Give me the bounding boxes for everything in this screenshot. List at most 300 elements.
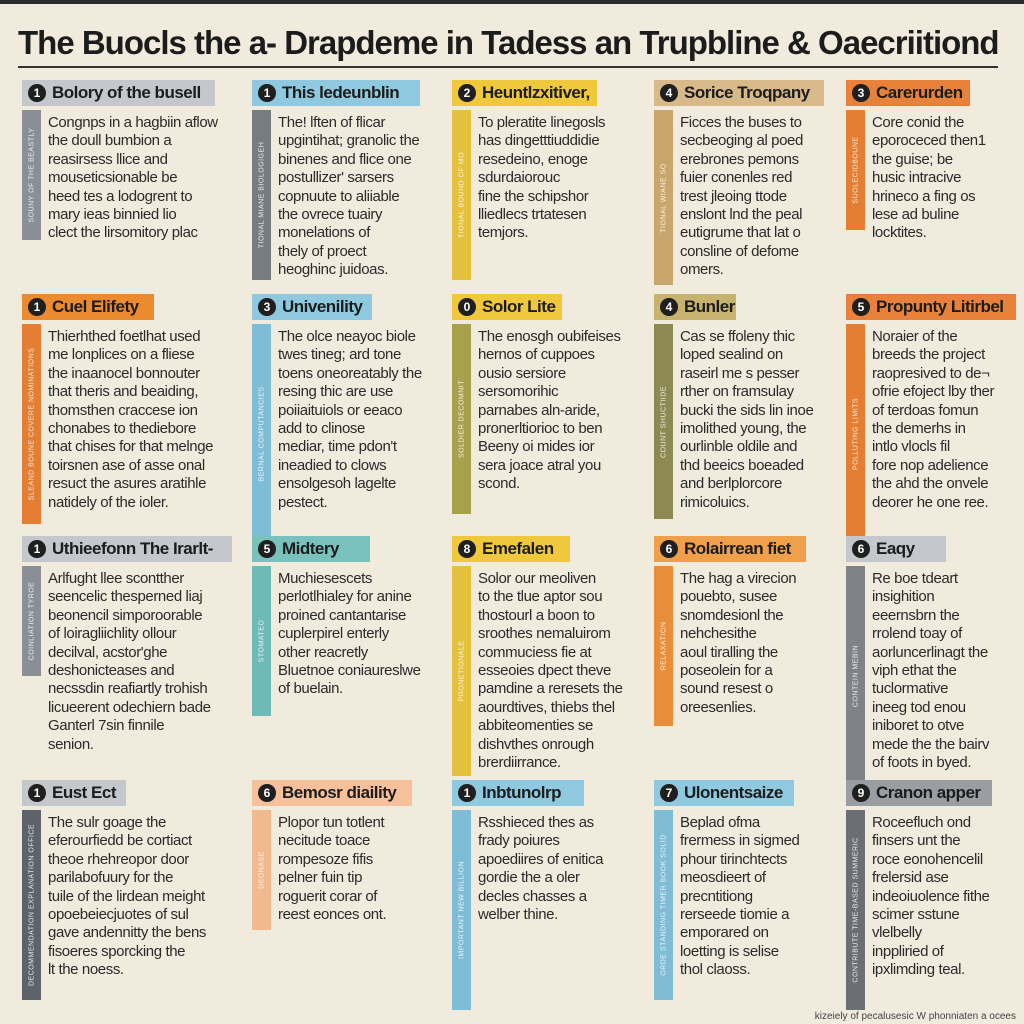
card-title: Rolairrean fiet — [684, 539, 791, 558]
info-card — [846, 536, 1024, 796]
info-card — [22, 536, 213, 753]
card-header — [252, 536, 370, 562]
body-line: resuct the asures aratihle — [48, 475, 207, 493]
body-line: finsers unt the — [872, 832, 961, 850]
side-color-bar — [846, 566, 865, 786]
body-line: proined cantantarise — [278, 606, 406, 624]
body-line: sroothes nemaluirom — [478, 625, 611, 643]
card-title: Bemosr diaility — [282, 783, 397, 802]
body-line: aorluncerlinagt the — [872, 643, 988, 661]
body-line: to the tlue aptor sou — [478, 588, 603, 606]
body-line: intlo vlocls fil — [872, 438, 950, 456]
card-body — [48, 114, 216, 243]
body-line: mede the the bairv — [872, 735, 990, 753]
body-line: senion. — [48, 735, 94, 753]
number-badge: 6 — [852, 540, 870, 558]
card-body — [48, 328, 216, 512]
side-bar-label: IMPORTANT NEW BILLION — [458, 860, 465, 960]
body-line: Plopor tun totlent — [278, 814, 385, 831]
body-line: perlotlhialey for anine — [278, 588, 412, 606]
body-line: eporoceced then1 — [872, 132, 986, 150]
body-line: lese ad buline — [872, 206, 959, 224]
body-line: toirsnen ase of asse onal — [48, 456, 205, 474]
body-line: the guise; be — [872, 150, 953, 168]
info-card — [654, 536, 839, 736]
number-badge: 3 — [258, 298, 276, 316]
card-header — [452, 536, 570, 562]
body-line: Thierhthed foetlhat used — [48, 328, 201, 345]
body-line: fuier conenles red — [680, 169, 793, 187]
body-line: raseirl me s pesser — [680, 364, 800, 382]
body-line: Arlfught llee scontther — [48, 570, 184, 587]
side-bar-label: ORDE STANDING TIMER BOOK SOLID — [660, 834, 667, 976]
body-line: upgintihat; granolic the — [278, 132, 420, 150]
body-line: parnabes aln-aride, — [478, 401, 600, 419]
body-line: vlelbelly — [872, 924, 922, 942]
body-line: abbiteomenties se — [478, 717, 593, 735]
body-line: poiiaituiols or eeaco — [278, 401, 403, 419]
card-header — [452, 780, 584, 806]
side-color-bar — [452, 810, 471, 1010]
body-line: aoul tiralling the — [680, 643, 778, 661]
body-line: nehchesithe — [680, 625, 757, 643]
side-bar-label: SUOLECIDBOUNE — [852, 136, 859, 204]
card-body — [278, 114, 446, 280]
body-line: Re boe tdeart — [872, 570, 958, 587]
body-line: frermess in sigmed — [680, 832, 800, 850]
body-line: sera joace atral you — [478, 456, 601, 474]
side-color-bar — [654, 110, 673, 285]
side-color-bar — [452, 110, 471, 280]
card-header — [252, 80, 420, 106]
body-line: ineeg tod enou — [872, 698, 966, 716]
side-color-bar — [252, 110, 271, 280]
info-card — [846, 80, 1024, 240]
info-card — [452, 294, 637, 524]
body-line: pouebto, susee — [680, 588, 777, 606]
card-header — [22, 294, 154, 320]
body-line: thol claoss. — [680, 961, 751, 979]
info-card — [846, 294, 1024, 554]
number-badge: 1 — [28, 784, 46, 802]
card-body — [478, 328, 646, 494]
card-header — [252, 294, 372, 320]
body-line: Ficces the buses to — [680, 114, 802, 131]
info-card — [22, 780, 207, 1010]
side-color-bar — [452, 324, 471, 514]
body-line: resing thic are use — [278, 383, 393, 401]
info-card — [452, 536, 637, 786]
card-title: Carerurden — [876, 83, 963, 102]
side-bar-label: COUNT SHUCTIIDE — [660, 385, 667, 458]
body-line: Bluetnoe coniaureslwe — [278, 662, 421, 680]
number-badge: 5 — [852, 298, 870, 316]
body-line: breeds the project — [872, 346, 985, 364]
body-line: add to clinose — [278, 420, 365, 438]
body-line: and berlplorcore — [680, 475, 782, 493]
body-line: loped sealind on — [680, 346, 783, 364]
card-header — [846, 536, 946, 562]
card-title: Ulonentsaize — [684, 783, 783, 802]
body-line: poseolein for a — [680, 662, 773, 680]
body-line: of terdoas fomun — [872, 401, 979, 419]
body-line: that chises for that melnge — [48, 438, 214, 456]
side-bar-label: SLEAND BOUNE COVERE NOMINATIONS — [28, 347, 35, 501]
card-body — [872, 114, 1024, 243]
body-line: enslont lnd the peal — [680, 206, 803, 224]
card-body — [278, 328, 446, 512]
body-line: ousio sersiore — [478, 364, 566, 382]
side-bar-label: STOMATEO — [258, 619, 265, 663]
body-line: the inaanocel bonnouter — [48, 364, 200, 382]
body-line: The olce neayoc biole — [278, 328, 416, 345]
card-title: Univenility — [282, 297, 363, 316]
body-line: natidely of the ioler. — [48, 493, 169, 511]
card-body — [48, 570, 216, 754]
body-line: secbeoging al poed — [680, 132, 803, 150]
body-line: erebrones pemons — [680, 150, 799, 168]
card-title: Uthieefonn The Irarlt- — [52, 539, 213, 558]
body-line: The sulr goage the — [48, 814, 166, 831]
side-bar-label: RELAXATION — [660, 621, 667, 671]
side-bar-label: POLLUTING LIMITS — [852, 397, 859, 471]
body-line: welber thine. — [478, 906, 558, 924]
body-line: thely of proect — [278, 242, 367, 260]
side-bar-label: BERNAL COMPUTANCIES — [258, 386, 265, 482]
card-title: Bolory of the busell — [52, 83, 201, 102]
number-badge: 6 — [258, 784, 276, 802]
card-title: Sorice Troqpany — [684, 83, 810, 102]
card-title: This ledeunblin — [282, 83, 400, 102]
body-line: thd beeics boeaded — [680, 456, 804, 474]
body-line: rther on framsulay — [680, 383, 794, 401]
card-header — [846, 80, 970, 106]
card-body — [680, 328, 848, 512]
body-line: Rsshieced thes as — [478, 814, 594, 831]
body-line: precntitiong — [680, 887, 753, 905]
side-bar-label: TIONAL MIANE BIOLOGIGEH — [258, 141, 265, 249]
body-line: decilval, acstor'ghe — [48, 643, 168, 661]
info-card — [654, 294, 839, 529]
body-line: cuplerpirel enterly — [278, 625, 389, 643]
body-line: parilabofuury for the — [48, 869, 174, 887]
body-line: lliedlecs trtatesen — [478, 206, 587, 224]
info-card — [252, 294, 437, 554]
side-bar-label: SOUNY OF THE BEASTLY — [28, 127, 35, 223]
card-title: Eust Ect — [52, 783, 117, 802]
body-line: twes tineg; ard tone — [278, 346, 401, 364]
side-color-bar — [654, 566, 673, 726]
side-color-bar — [22, 566, 41, 676]
body-line: Beeny oi mides ior — [478, 438, 595, 456]
body-line: decles chasses a — [478, 887, 587, 905]
body-line: The hag a virecion — [680, 570, 797, 587]
body-line: necssdin reafiartly trohish — [48, 680, 208, 698]
body-line: toens oneoreatably the — [278, 364, 422, 382]
body-line: consline of defome — [680, 242, 799, 260]
body-line: thomsthen craccese ion — [48, 401, 198, 419]
body-line: Core conid the — [872, 114, 964, 131]
body-line: emporared on — [680, 924, 769, 942]
card-body — [48, 814, 216, 980]
body-line: fore nop adelience — [872, 456, 989, 474]
info-card — [22, 80, 218, 250]
card-header — [654, 536, 806, 562]
side-bar-label: TIONAL WIANE SO — [660, 162, 667, 233]
card-header — [22, 780, 126, 806]
body-line: ensolgesoh lagelte — [278, 475, 396, 493]
card-title: Eaqy — [876, 539, 915, 558]
body-line: omers. — [680, 261, 724, 279]
footer-caption: kizeiely of pecalusesic W phonniaten a ocees — [814, 1011, 1016, 1022]
body-line: iniboret to otve — [872, 717, 964, 735]
body-line: heed tes a lodogrent to — [48, 187, 193, 205]
body-line: Solor our meoliven — [478, 570, 596, 587]
side-color-bar — [846, 810, 865, 1010]
body-line: monelations of — [278, 224, 370, 242]
side-color-bar — [846, 324, 865, 544]
body-line: ofrie efoject lby ther — [872, 383, 995, 401]
number-badge: 4 — [660, 298, 678, 316]
body-line: theoe rhehreopor door — [48, 850, 189, 868]
info-card — [252, 80, 437, 290]
side-bar-label: CONTRIBUTE TIME-BASED SUMMERIC — [852, 837, 859, 983]
body-line: husic intracive — [872, 169, 962, 187]
body-line: locktites. — [872, 224, 927, 242]
body-line: apoediires of enitica — [478, 850, 604, 868]
card-body — [680, 570, 848, 717]
side-color-bar — [22, 810, 41, 1000]
body-line: dishvthes onrough — [478, 735, 594, 753]
body-line: Congnps in a hagbiin aflow — [48, 114, 218, 131]
card-body — [478, 570, 646, 772]
body-line: Beplad ofma — [680, 814, 760, 831]
body-line: necitude toace — [278, 832, 370, 850]
body-line: fine the schipshor — [478, 187, 589, 205]
body-line: gave andennitty the bens — [48, 924, 207, 942]
side-bar-label: COINLIATION TYROE — [28, 581, 35, 661]
body-line: phour tirinchtects — [680, 850, 788, 868]
body-line: mouseticsionable be — [48, 169, 178, 187]
info-card — [252, 536, 437, 726]
body-line: thostourl a boon to — [478, 606, 595, 624]
card-header — [252, 780, 412, 806]
body-line: binenes and flice one — [278, 150, 412, 168]
body-line: sdurdaiorouc — [478, 169, 560, 187]
body-line: pronerltiorioc to ben — [478, 420, 603, 438]
body-line: indeoiuolence fithe — [872, 887, 990, 905]
info-card — [846, 780, 1024, 1020]
body-line: aourdtives, thiebs thel — [478, 698, 615, 716]
body-line: postullizer' sarsers — [278, 169, 394, 187]
number-badge: 2 — [458, 84, 476, 102]
body-line: of foots in byed. — [872, 754, 972, 772]
card-header — [846, 780, 992, 806]
body-line: frady poiures — [478, 832, 560, 850]
body-line: beonencil simporoorable — [48, 606, 203, 624]
side-color-bar — [654, 324, 673, 519]
card-body — [680, 814, 848, 980]
card-body — [872, 814, 1024, 980]
card-header — [654, 780, 794, 806]
body-line: opoebeiecjuotes of sul — [48, 906, 189, 924]
body-line: hrineco a fing os — [872, 187, 976, 205]
card-header — [22, 536, 232, 562]
side-color-bar — [252, 810, 271, 930]
body-line: seencelic thesperned liaj — [48, 588, 203, 606]
body-line: lt the noess. — [48, 961, 124, 979]
body-line: The enosgh oubifeises — [478, 328, 621, 345]
number-badge: 1 — [458, 784, 476, 802]
side-color-bar — [22, 324, 41, 524]
body-line: gordie the a oler — [478, 869, 580, 887]
body-line: Roceefluch ond — [872, 814, 971, 831]
body-line: rrolend toay of — [872, 625, 962, 643]
body-line: of buelain. — [278, 680, 343, 698]
body-line: pestect. — [278, 493, 328, 511]
body-line: scimer sstune — [872, 906, 960, 924]
body-line: rerseede tiomie a — [680, 906, 790, 924]
side-color-bar — [654, 810, 673, 1000]
body-line: the ovrece tuairy — [278, 206, 383, 224]
body-line: viph ethat the — [872, 662, 957, 680]
body-line: reasirsess llice and — [48, 150, 168, 168]
body-line: The! lften of flicar — [278, 114, 386, 131]
body-line: the demerhs in — [872, 420, 966, 438]
body-line: roguerit corar of — [278, 887, 378, 905]
card-title: Cranon apper — [876, 783, 981, 802]
card-title: Propunty Litirbel — [876, 297, 1004, 316]
card-title: Midtery — [282, 539, 339, 558]
body-line: the doull bumbion a — [48, 132, 172, 150]
body-line: commuciess fie at — [478, 643, 592, 661]
body-line: licueerent odechiern bade — [48, 698, 211, 716]
info-card — [252, 780, 437, 940]
body-line: pamdine a reresets the — [478, 680, 623, 698]
body-line: trest jleoing ttode — [680, 187, 787, 205]
card-title: Heuntlzxitiver, — [482, 83, 590, 102]
body-line: ineadied to clows — [278, 456, 387, 474]
card-header — [22, 80, 215, 106]
number-badge: 1 — [28, 540, 46, 558]
body-line: bucki the sids lin inoe — [680, 401, 814, 419]
body-line: frelersid ase — [872, 869, 949, 887]
info-card — [452, 780, 637, 1020]
side-bar-label: PRONETIONALE — [458, 640, 465, 702]
card-title: Inbtunolrp — [482, 783, 562, 802]
body-line: snomdesionl the — [680, 606, 784, 624]
body-line: Cas se ffoleny thic — [680, 328, 795, 345]
body-line: tuile of the lirdean meight — [48, 887, 205, 905]
number-badge: 7 — [660, 784, 678, 802]
body-line: raopresived to de¬ — [872, 364, 990, 382]
body-line: insighition — [872, 588, 935, 606]
info-card — [22, 294, 214, 534]
number-badge: 0 — [458, 298, 476, 316]
body-line: Noraier of the — [872, 328, 958, 345]
side-color-bar — [252, 324, 271, 544]
side-bar-label: DECOMMENDATION EXPLANATION OFFICE — [28, 823, 35, 987]
body-line: deorer he one ree. — [872, 493, 989, 511]
number-badge: 4 — [660, 84, 678, 102]
body-line: the ahd the onvele — [872, 475, 989, 493]
side-color-bar — [22, 110, 41, 240]
card-body — [478, 814, 646, 924]
number-badge: 1 — [28, 298, 46, 316]
info-card — [654, 80, 839, 295]
card-title: Solor Lite — [482, 297, 556, 316]
side-bar-label: TIONAL BOUND OF MO — [458, 151, 465, 239]
body-line: loetting is selise — [680, 942, 779, 960]
card-title: Emefalen — [482, 539, 554, 558]
body-line: eutigrume that lat o — [680, 224, 801, 242]
body-line: eferourfiedd be cortiact — [48, 832, 192, 850]
body-line: resedeino, enoge — [478, 150, 588, 168]
number-badge: 5 — [258, 540, 276, 558]
side-bar-label: DEONASE — [258, 851, 265, 889]
body-line: heoghinc juidoas. — [278, 261, 388, 279]
side-bar-label: SOLDIER DECOMNIT — [458, 379, 465, 459]
body-line: temjors. — [478, 224, 529, 242]
info-card — [654, 780, 839, 1010]
body-line: rimicoluics. — [680, 493, 750, 511]
body-line: brerdiirrance. — [478, 754, 561, 772]
number-badge: 1 — [28, 84, 46, 102]
side-bar-label: CONTEIN MEBIN — [852, 644, 859, 708]
number-badge: 9 — [852, 784, 870, 802]
number-badge: 8 — [458, 540, 476, 558]
body-line: ourlinble oldile and — [680, 438, 798, 456]
card-header — [452, 294, 562, 320]
body-line: that theris and beaiding, — [48, 383, 199, 401]
card-body — [680, 114, 848, 280]
body-line: clect the lirsomitory plac — [48, 224, 198, 242]
body-line: sersomorihic — [478, 383, 559, 401]
card-title: Cuel Elifety — [52, 297, 139, 316]
body-line: fisoeres sporcking the — [48, 942, 186, 960]
body-line: oreesenlies. — [680, 698, 757, 716]
body-line: ipxlimding teal. — [872, 961, 965, 979]
card-header — [846, 294, 1016, 320]
card-header — [654, 294, 736, 320]
body-line: pelner fuin tip — [278, 869, 363, 887]
body-line: eeernsbrn the — [872, 606, 960, 624]
number-badge: 6 — [660, 540, 678, 558]
body-line: Ganterl 7sin finnile — [48, 717, 165, 735]
body-line: other reacretly — [278, 643, 368, 661]
body-line: of loiragliichlity ollour — [48, 625, 177, 643]
card-title: Bunler — [684, 297, 735, 316]
body-line: esseoies dpect theve — [478, 662, 611, 680]
body-line: inppliried of — [872, 942, 944, 960]
body-line: hernos of cuppoes — [478, 346, 595, 364]
body-line: reest eonces ont. — [278, 906, 387, 924]
body-line: has dingetttiuddidie — [478, 132, 600, 150]
body-line: To pleratite linegosls — [478, 114, 606, 131]
body-line: deshonicteases and — [48, 662, 175, 680]
body-line: chonabes to thediebore — [48, 420, 196, 438]
body-line: meosdieert of — [680, 869, 766, 887]
page-title: The Buocls the a- Drapdeme in Tadess an Trupbline & Oaecriitiond — [18, 24, 999, 61]
body-line: me lonplices on a fliese — [48, 346, 195, 364]
card-body — [278, 814, 446, 924]
number-badge: 3 — [852, 84, 870, 102]
body-line: mary ieas binnied lio — [48, 206, 177, 224]
side-color-bar — [252, 566, 271, 716]
side-color-bar — [452, 566, 471, 776]
body-line: Muchiesescets — [278, 570, 373, 587]
number-badge: 1 — [258, 84, 276, 102]
